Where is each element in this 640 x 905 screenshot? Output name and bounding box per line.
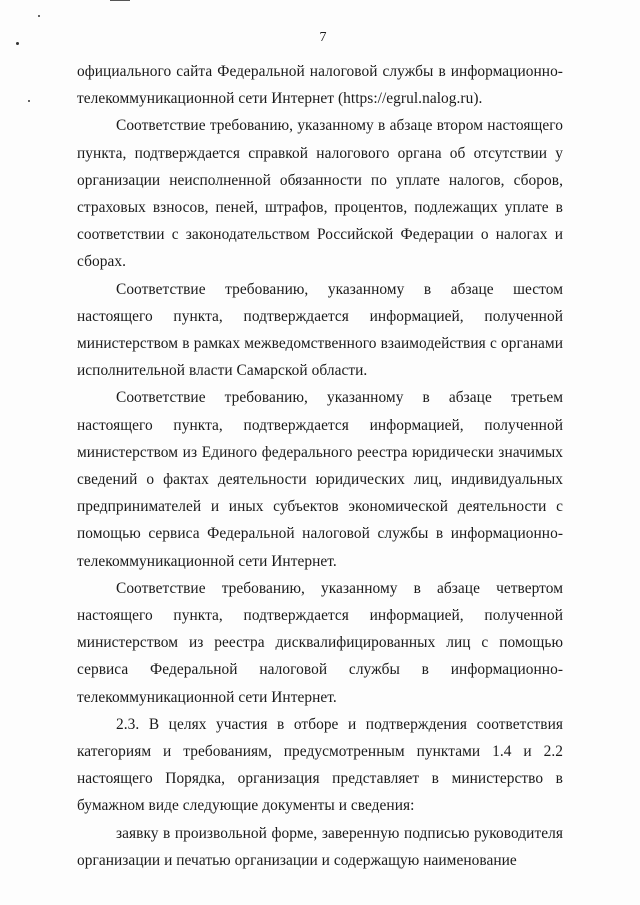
scan-artifact-dot <box>38 15 40 17</box>
scan-artifact-dot <box>28 100 30 102</box>
page-number: 7 <box>319 30 327 45</box>
paragraph: Соответствие требованию, указанному в абзаце втором настоящего пункта, подтверждается справкой налогового органа об отсутствии у организации неисполненной обязанности по уплате налогов, сборов, страховых взносов, пеней, штрафов, процентов, подлежащих уплате в соответствии с законодательством Российской Федерации о налогах и сборах. <box>77 117 563 271</box>
paragraph: официального сайта Федеральной налоговой службы в информационно-телекоммуникационной сети Интернет (https://egrul.nalog.ru). <box>77 63 563 108</box>
paragraph: заявку в произвольной форме, заверенную подписью руководителя организации и печатью организации и содержащую наименование <box>77 824 563 869</box>
paragraph: Соответствие требованию, указанному в абзаце третьем настоящего пункта, подтверждается информацией, полученной министерством из Единого федерального реестра юридически значимых сведений о фактах деятельности юридических лиц, индивидуальных предпринимателей и иных субъектов экономической деятельности с помощью сервиса Федеральной налоговой службы в информационно-телекоммуникационной сети Интернет. <box>77 389 563 570</box>
document-body <box>77 58 563 874</box>
scan-artifact-line <box>110 0 130 1</box>
paragraph: Соответствие требованию, указанному в абзаце четвертом настоящего пункта, подтверждается информацией, полученной министерством из реестра дисквалифицированных лиц с помощью сервиса Федеральной налоговой службы в информационно-телекоммуникационной сети Интернет. <box>77 579 563 706</box>
paragraph: Соответствие требованию, указанному в абзаце шестом настоящего пункта, подтверждается информацией, полученной министерством в рамках межведомственного взаимодействия с органами исполнительной власти Самарской области. <box>77 280 563 380</box>
paragraph: 2.3. В целях участия в отборе и подтверждения соответствия категориям и требованиям, предусмотренным пунктами 1.4 и 2.2 настоящего Порядка, организация представляет в министерство в бумажном виде следующие документы и сведения: <box>77 715 563 815</box>
